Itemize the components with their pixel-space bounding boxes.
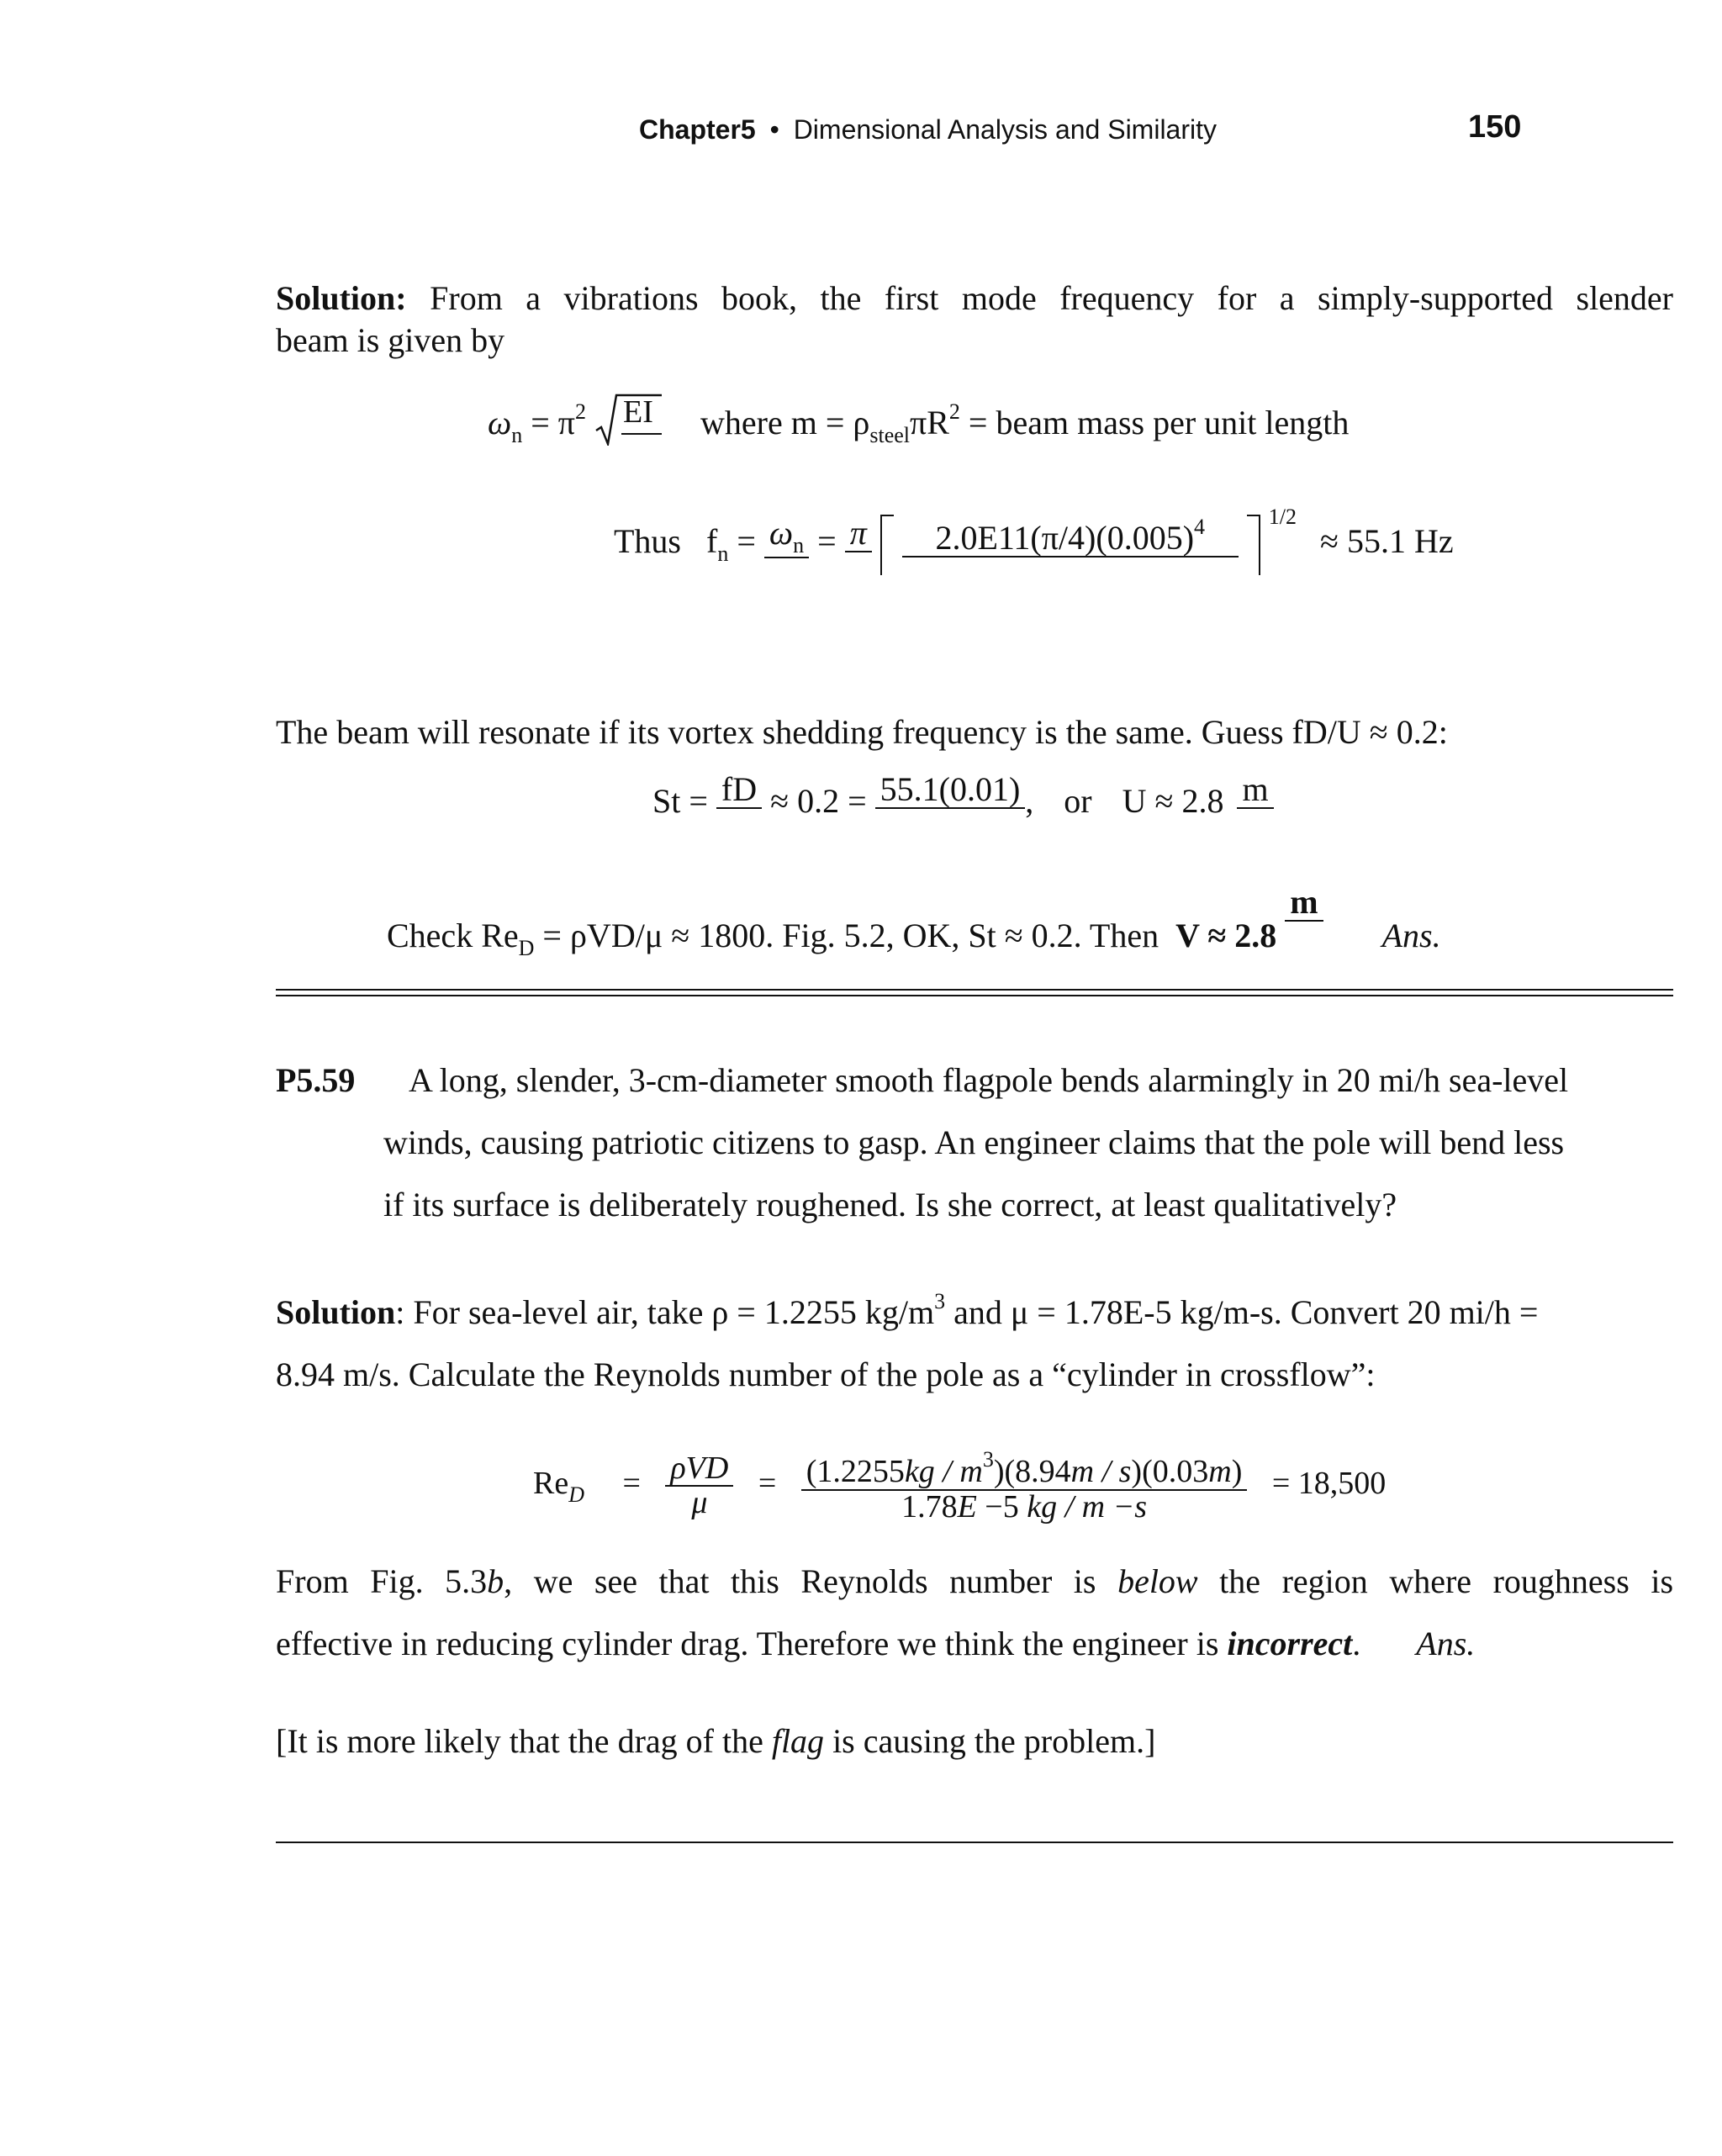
problem-line-1: A long, slender, 3-cm-diameter smooth flagpole bends alarmingly in 20 mi/h sea-level	[409, 1061, 1569, 1099]
f-subscript: n	[717, 542, 729, 566]
conclusion-line-1	[276, 1561, 1673, 1603]
omega-symbol: ω	[488, 404, 512, 441]
conclusion-1b: b	[487, 1562, 504, 1600]
st-lhs: St =	[652, 782, 708, 821]
bracket-numerator: 2.0E11(π/4)(0.005)	[935, 518, 1195, 557]
re-symbol: Re	[533, 1466, 569, 1502]
solution-2-text-a: For sea-level air, take ρ = 1.2255 kg/m	[413, 1293, 935, 1331]
equation-natural-frequency	[488, 394, 1349, 448]
equals-sign: =	[737, 522, 756, 560]
problem-line-2: winds, causing patriotic citizens to gasp. An engineer claims that the pole will bend less	[383, 1123, 1565, 1161]
check-text: = ρVD/μ ≈ 1800. Fig. 5.2, OK, St ≈ 0.2. Then	[542, 917, 1159, 954]
unit-fraction	[1237, 772, 1273, 838]
conclusion-1d: below	[1117, 1562, 1198, 1600]
solution-2-colon: :	[395, 1293, 405, 1331]
chapter-label: Chapter5	[639, 114, 756, 145]
solution-2-text-b: and μ = 1.78E-5 kg/m-s. Convert 20 mi/h =	[953, 1293, 1539, 1331]
conclusion-period: .	[1352, 1625, 1361, 1662]
r-exponent: 2	[948, 399, 960, 424]
strouhal-numerator: 55.1(0.01)	[879, 772, 1021, 808]
ans-label: Ans.	[1381, 917, 1441, 954]
re-subscript: D	[568, 1482, 584, 1508]
solution-text-line-2: beam is given by	[276, 321, 505, 359]
rho-subscript: steel	[869, 423, 911, 447]
flag-note-flag: flag	[771, 1722, 825, 1760]
den-c: −5	[985, 1488, 1019, 1525]
f-symbol: f	[706, 522, 718, 560]
omega-subscript: n	[511, 423, 523, 447]
page-number: 150	[1468, 109, 1522, 145]
velocity-value: U ≈ 2.8	[1122, 782, 1224, 821]
num-a: (1.2255	[806, 1454, 905, 1489]
flag-note-c: is causing the problem.]	[832, 1722, 1156, 1760]
den-d: kg / m −s	[1027, 1488, 1148, 1525]
or-word: or	[1064, 782, 1092, 821]
re-equals-1: =	[622, 1466, 641, 1502]
solution-label: Solution:	[276, 279, 407, 317]
equation-strouhal	[652, 772, 1274, 838]
chapter-title: Dimensional Analysis and Similarity	[793, 114, 1217, 145]
problem-number: P5.59	[276, 1061, 356, 1099]
equals-pi: = π	[531, 404, 576, 441]
sqrt-icon	[594, 394, 662, 446]
solution-paragraph-1	[276, 277, 1673, 320]
check-line	[387, 885, 1441, 961]
pi-numerator: π	[849, 515, 867, 552]
num-e: )(0.03	[1131, 1454, 1209, 1489]
solution-text-line-1: From a vibrations book, the first mode frequency for a simply-supported slender	[430, 279, 1674, 317]
omega-numerator-sub: n	[793, 532, 805, 557]
conclusion-1c: , we see that this Reynolds number is	[504, 1562, 1096, 1600]
conclusion-2a: effective in reducing cylinder drag. Therefore we think the engineer is	[276, 1625, 1219, 1662]
bracket-exponent: 1/2	[1268, 505, 1297, 529]
num-f: m	[1208, 1454, 1232, 1489]
where-mass: where m = ρ	[700, 404, 870, 441]
num-b: kg / m	[904, 1454, 983, 1489]
conclusion-incorrect: incorrect	[1227, 1625, 1353, 1662]
pi-r: πR	[910, 404, 949, 441]
omega-fraction	[764, 515, 809, 574]
num-c: )(8.94	[993, 1454, 1071, 1489]
frequency-result: ≈ 55.1 Hz	[1319, 522, 1454, 560]
bottom-rule	[276, 1842, 1673, 1843]
equals-sign-2: =	[817, 522, 837, 560]
num-d: m / s	[1070, 1454, 1132, 1489]
solution-2-sup: 3	[934, 1289, 946, 1313]
num-g: )	[1231, 1454, 1243, 1489]
thus-label: Thus	[614, 522, 681, 560]
conclusion-1a: From Fig. 5.3	[276, 1562, 488, 1600]
bracket-fraction	[902, 515, 1239, 574]
problem-line-3: if its surface is deliberately roughened. Is she correct, at least qualitatively?	[383, 1186, 1397, 1223]
num-sup: 3	[982, 1447, 994, 1472]
reynolds-numeric-fraction	[801, 1448, 1248, 1525]
equation-reynolds	[533, 1448, 1386, 1525]
rho-vd-numerator: ρVD	[670, 1450, 729, 1486]
bracket-left-icon	[880, 515, 894, 575]
solution-paragraph-2-line-2: 8.94 m/s. Calculate the Reynolds number of the pole as a “cylinder in crossflow”:	[276, 1355, 1376, 1393]
conclusion-ans: Ans.	[1416, 1625, 1476, 1662]
double-rule-bottom	[276, 995, 1673, 996]
velocity-answer: V ≈ 2.8	[1175, 917, 1277, 954]
answer-unit-fraction	[1285, 885, 1323, 952]
check-re: Check Re	[387, 917, 519, 954]
solution-2-label: Solution	[276, 1293, 396, 1331]
flag-note-a: [It is more likely that the drag of the	[276, 1722, 763, 1760]
sqrt-numerator: EI	[623, 394, 653, 430]
comma: ,	[1025, 782, 1034, 821]
resonance-paragraph: The beam will resonate if its vortex shedding frequency is the same. Guess fD/U ≈ 0.2:	[276, 713, 1448, 751]
bracket-numerator-exp: 4	[1194, 515, 1206, 539]
equation-frequency	[614, 505, 1454, 575]
header-bullet: •	[769, 114, 779, 145]
bracket-right-icon	[1247, 515, 1260, 575]
conclusion-line-2	[276, 1623, 1475, 1665]
fd-fraction	[716, 772, 762, 838]
unit-numerator: m	[1242, 772, 1269, 808]
strouhal-fraction	[875, 772, 1026, 838]
page-header	[639, 114, 1217, 145]
den-a: 1.78	[901, 1488, 958, 1525]
answer-unit: m	[1290, 885, 1318, 921]
reynolds-result: = 18,500	[1271, 1466, 1387, 1502]
check-re-sub: D	[518, 936, 535, 960]
conclusion-1e: the region where roughness is	[1219, 1562, 1674, 1600]
omega-numerator: ω	[769, 515, 794, 552]
mu-denominator: μ	[691, 1485, 708, 1521]
re-equals-2: =	[758, 1466, 777, 1502]
approx-value: ≈ 0.2 =	[770, 782, 867, 821]
flag-note	[276, 1720, 1155, 1762]
mass-description: = beam mass per unit length	[968, 404, 1350, 441]
double-rule-top	[276, 989, 1673, 991]
rho-vd-fraction	[665, 1452, 733, 1521]
pi-exponent: 2	[575, 399, 587, 424]
fd-numerator: fD	[721, 772, 758, 808]
solution-paragraph-2-line-1	[276, 1288, 1538, 1334]
den-b: E	[957, 1488, 977, 1525]
pi-fraction	[845, 515, 872, 574]
